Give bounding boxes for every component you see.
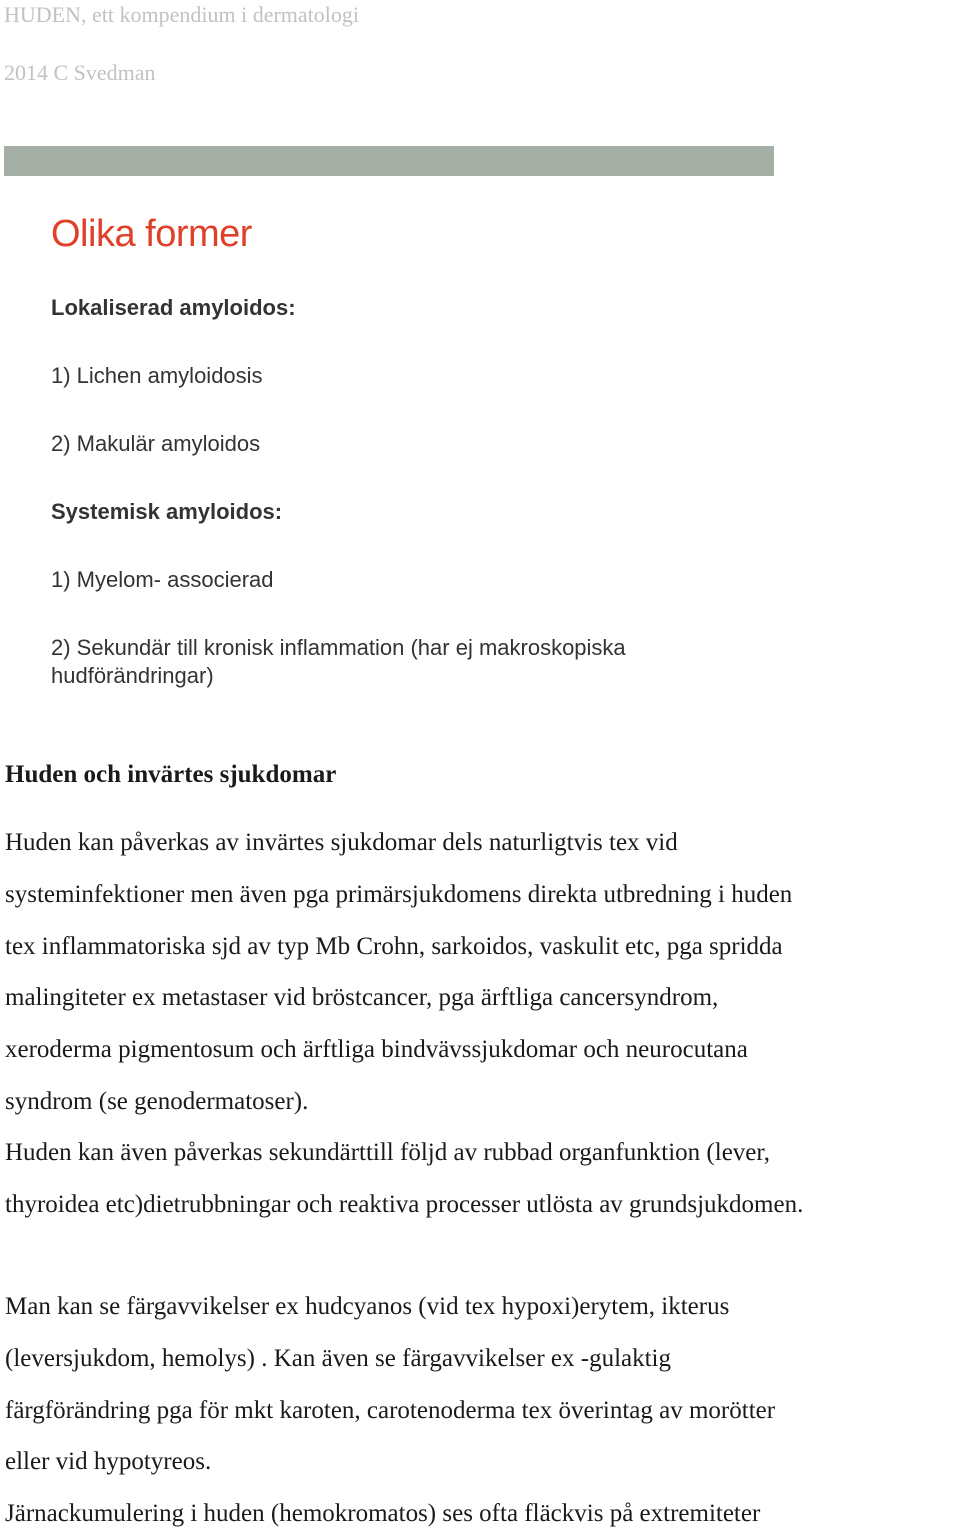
text-line: Huden kan påverkas av invärtes sjukdomar dels naturligtvis tex vid — [5, 829, 678, 856]
text-line: Huden kan även påverkas sekundärttill följd av rubbad organfunktion (lever, — [5, 1139, 770, 1166]
list-item: 2) Makulär amyloidos — [51, 431, 261, 456]
text-line: thyroidea etc)dietrubbningar och reaktiva processer utlösta av grundsjukdomen. — [5, 1190, 804, 1218]
paragraph-color-changes — [5, 1281, 960, 1540]
paragraph-internal-diseases — [5, 817, 960, 1128]
running-header-author: 2014 C Svedman — [4, 60, 156, 85]
local-amyloidosis-heading: Lokaliserad amyloidos: — [51, 295, 296, 320]
text-line: eller vid hypotyreos. — [5, 1448, 212, 1476]
running-header-title: HUDEN, ett kompendium i dermatologi — [4, 2, 359, 27]
paragraph-secondary-effects — [5, 1127, 960, 1231]
text-line: syndrom (se genodermatoser). — [5, 1087, 309, 1115]
list-item: 2) Sekundär till kronisk inflammation (har ej makroskopiska hudförändringar) — [51, 635, 626, 688]
section-heading: Huden och invärtes sjukdomar — [5, 761, 337, 788]
slide-title: Olika former — [51, 213, 252, 255]
list-item: 1) Myelom- associerad — [51, 567, 274, 592]
text-line: xeroderma pigmentosum och ärftliga bindvävssjukdomar och neurocutana — [5, 1036, 748, 1064]
text-line: systeminfektioner men även pga primärsjukdomens direkta utbredning i huden — [5, 880, 793, 908]
text-line: malingiteter ex metastaser vid bröstcancer, pga ärftliga cancersyndrom, — [5, 984, 719, 1012]
text-line: Järnackumulering i huden (hemokromatos) ses ofta fläckvis på extremiteter — [5, 1500, 761, 1528]
text-line: tex inflammatoriska sjd av typ Mb Crohn, sarkoidos, vaskulit etc, pga spridda — [5, 932, 783, 960]
slide-header-band — [4, 146, 774, 176]
list-item: 1) Lichen amyloidosis — [51, 363, 263, 388]
systemic-amyloidosis-heading: Systemisk amyloidos: — [51, 499, 283, 524]
text-line: färgförändring pga för mkt karoten, carotenoderma tex överintag av morötter — [5, 1396, 776, 1424]
text-line: (leversjukdom, hemolys) . Kan även se färgavvikelser ex -gulaktig — [5, 1344, 672, 1372]
text-line: Man kan se färgavvikelser ex hudcyanos (vid tex hypoxi)erytem, ikterus — [5, 1293, 730, 1320]
slide-content — [51, 206, 911, 690]
